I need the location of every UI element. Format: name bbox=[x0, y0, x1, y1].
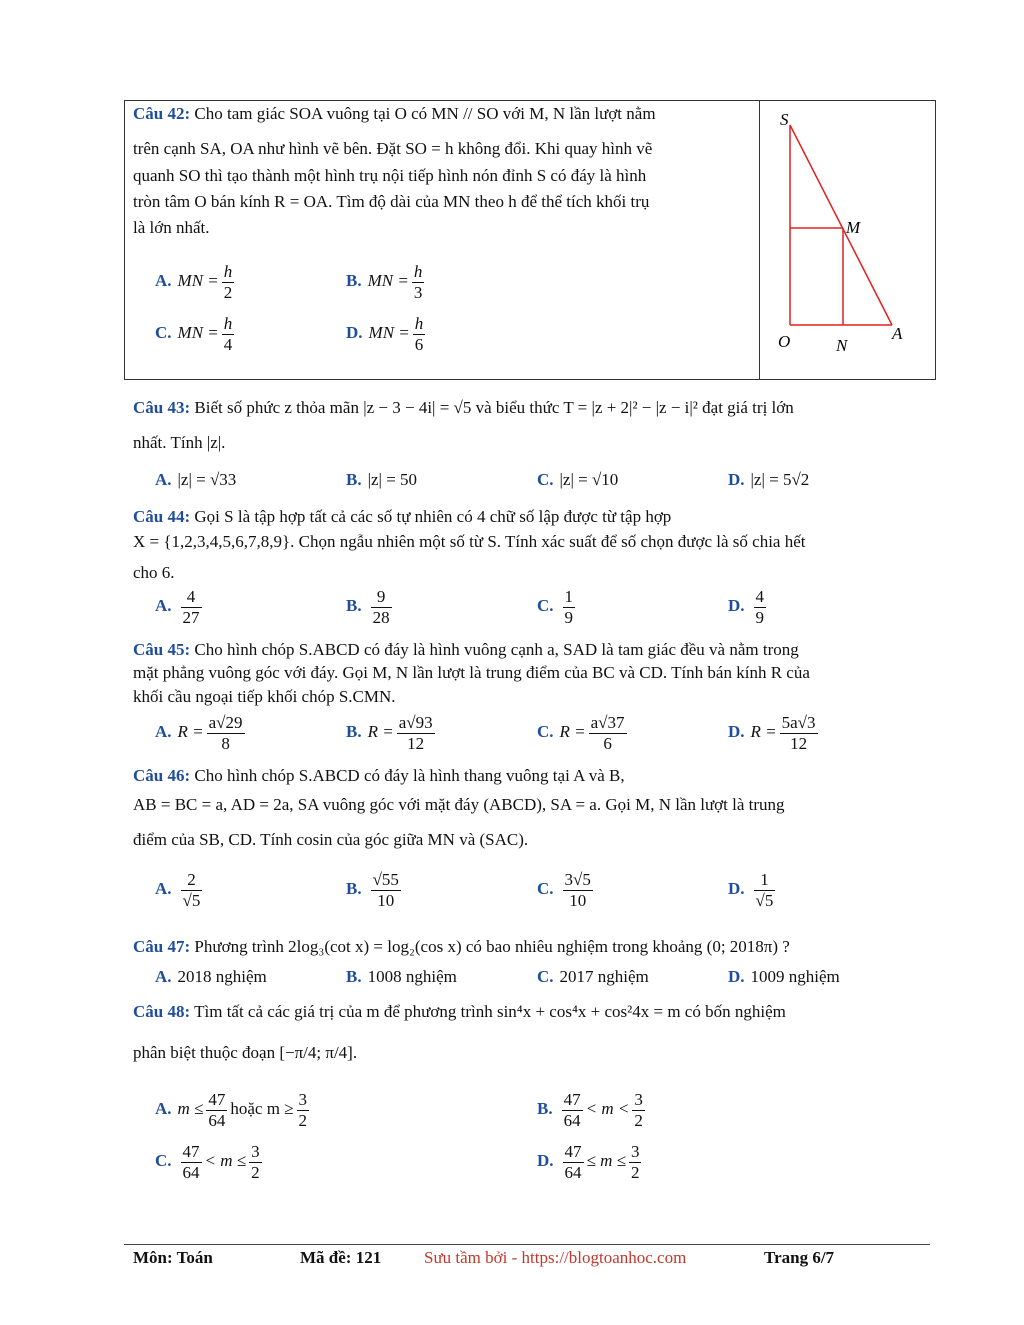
box-divider bbox=[759, 100, 760, 380]
q45-option-a[interactable]: A. R = $\frac{a√29}{8}$ bbox=[155, 713, 243, 753]
footer-page-number: Trang 6/7 bbox=[764, 1248, 835, 1267]
footer-subject: Môn: Toán bbox=[133, 1248, 213, 1267]
q46-label: Câu 46: bbox=[133, 766, 191, 785]
q43-option-b[interactable]: B. |z| = 50 bbox=[346, 470, 418, 489]
q47-option-c[interactable]: C. 2017 nghiệm bbox=[537, 967, 649, 986]
q43-line2: nhất. Tính |z|. bbox=[133, 433, 226, 452]
footer-source-link[interactable]: Sưu tầm bởi - https://blogtoanhoc.com bbox=[424, 1248, 687, 1267]
q48-label: Câu 48: bbox=[133, 1002, 191, 1021]
q45-line1: Câu 45: Cho hình chóp S.ABCD có đáy là hình vuông cạnh a, SAD là tam giác đều và nằm trong bbox=[133, 640, 799, 659]
q48-line2: phân biệt thuộc đoạn [−π/4; π/4]. bbox=[133, 1043, 358, 1062]
q44-line3: cho 6. bbox=[133, 563, 175, 582]
footer-exam-code: Mã đề: 121 bbox=[300, 1248, 382, 1267]
q47-option-d[interactable]: D. 1009 nghiệm bbox=[728, 967, 840, 986]
q48-option-d[interactable]: D. $\frac{47}{64}$ ≤ m ≤ $\frac{3}{2}$ bbox=[537, 1142, 640, 1182]
q44-line1: Câu 44: Gọi S là tập hợp tất cả các số tự nhiên có 4 chữ số lập được từ tập hợp bbox=[133, 507, 672, 526]
q42-option-c[interactable]: C. MN = $\frac{h}{4}$ bbox=[155, 314, 233, 354]
q48-option-c[interactable]: C. $\frac{47}{64}$ < m ≤ $\frac{3}{2}$ bbox=[155, 1142, 260, 1182]
q44-option-b[interactable]: B. $\frac{9}{28}$ bbox=[346, 587, 390, 627]
triangle-figure bbox=[770, 105, 930, 370]
label-s: S bbox=[780, 110, 789, 129]
q44-option-a[interactable]: A. $\frac{4}{27}$ bbox=[155, 587, 200, 627]
q48-line1: Câu 48: Tìm tất cả các giá trị của m để phương trình sin⁴x + cos⁴x + cos²4x = m có bốn nghiệm bbox=[133, 1002, 786, 1021]
segment-sa bbox=[790, 125, 892, 325]
footer-divider bbox=[124, 1244, 930, 1245]
q47-option-a[interactable]: A. 2018 nghiệm bbox=[155, 967, 267, 986]
q43-line1: Câu 43: Biết số phức z thỏa mãn |z − 3 − 4i| = √5 và biểu thức T = |z + 2|² − |z − i|² đạt giá trị lớn bbox=[133, 398, 794, 417]
q48-option-a[interactable]: A. m ≤ $\frac{47}{64}$ hoặc m ≥ $\frac{3}{2}$ bbox=[155, 1090, 308, 1130]
q45-option-d[interactable]: D. R = $\frac{5a√3}{12}$ bbox=[728, 713, 816, 753]
q42-line2: trên cạnh SA, OA như hình vẽ bên. Đặt SO = h không đổi. Khi quay hình vẽ bbox=[133, 139, 653, 158]
label-o: O bbox=[778, 332, 791, 351]
q43-label: Câu 43: bbox=[133, 398, 191, 417]
q45-line3: khối cầu ngoại tiếp khối chóp S.CMN. bbox=[133, 687, 396, 706]
q46-option-a[interactable]: A. $\frac{2}{√5}$ bbox=[155, 870, 201, 910]
q45-option-c[interactable]: C. R = $\frac{a√37}{6}$ bbox=[537, 713, 625, 753]
q46-line3: điểm của SB, CD. Tính cosin của góc giữa MN và (SAC). bbox=[133, 830, 529, 849]
q42-line4: tròn tâm O bán kính R = OA. Tìm độ dài của MN theo h để thể tích khối trụ bbox=[133, 192, 650, 211]
label-n: N bbox=[836, 336, 848, 355]
q47-line1: Câu 47: Phương trình 2log₃(cot x) = log₂(cos x) có bao nhiêu nghiệm trong khoảng (0; 2018π) ? bbox=[133, 937, 790, 956]
q45-label: Câu 45: bbox=[133, 640, 191, 659]
q44-option-c[interactable]: C. $\frac{1}{9}$ bbox=[537, 587, 574, 627]
q42-label: Câu 42: bbox=[133, 104, 191, 123]
q42-option-a[interactable]: A. MN = $\frac{h}{2}$ bbox=[155, 262, 233, 302]
label-m: M bbox=[846, 218, 861, 237]
q43-option-a[interactable]: A. |z| = √33 bbox=[155, 470, 237, 489]
q42-option-d[interactable]: D. MN = $\frac{h}{6}$ bbox=[346, 314, 424, 354]
q44-option-d[interactable]: D. $\frac{4}{9}$ bbox=[728, 587, 765, 627]
label-a: A bbox=[892, 324, 903, 343]
q47-label: Câu 47: bbox=[133, 937, 191, 956]
q43-option-c[interactable]: C. |z| = √10 bbox=[537, 470, 619, 489]
q42-option-b[interactable]: B. MN = $\frac{h}{3}$ bbox=[346, 262, 423, 302]
q46-line2: AB = BC = a, AD = 2a, SA vuông góc với mặt đáy (ABCD), SA = a. Gọi M, N lần lượt là trung bbox=[133, 795, 785, 814]
q45-line2: mặt phẳng vuông góc với đáy. Gọi M, N lần lượt là trung điểm của BC và CD. Tính bán kính R của bbox=[133, 663, 810, 682]
q44-line2: X = {1,2,3,4,5,6,7,8,9}. Chọn ngẫu nhiên một số từ S. Tính xác suất để số chọn được là số chia hết bbox=[133, 532, 806, 551]
q42-line5: là lớn nhất. bbox=[133, 218, 210, 237]
q48-option-b[interactable]: B. $\frac{47}{64}$ < m < $\frac{3}{2}$ bbox=[537, 1090, 643, 1130]
q43-option-d[interactable]: D. |z| = 5√2 bbox=[728, 470, 810, 489]
q42-line3: quanh SO thì tạo thành một hình trụ nội tiếp hình nón đỉnh S có đáy là hình bbox=[133, 166, 647, 185]
q47-option-b[interactable]: B. 1008 nghiệm bbox=[346, 967, 457, 986]
q46-option-d[interactable]: D. $\frac{1}{√5}$ bbox=[728, 870, 774, 910]
q45-option-b[interactable]: B. R = $\frac{a√93}{12}$ bbox=[346, 713, 433, 753]
q46-option-b[interactable]: B. $\frac{√55}{10}$ bbox=[346, 870, 399, 910]
q44-label: Câu 44: bbox=[133, 507, 191, 526]
q42-line1: Câu 42: Cho tam giác SOA vuông tại O có MN // SO với M, N lần lượt nằm bbox=[133, 104, 656, 123]
q46-option-c[interactable]: C. $\frac{3√5}{10}$ bbox=[537, 870, 591, 910]
q46-line1: Câu 46: Cho hình chóp S.ABCD có đáy là hình thang vuông tại A và B, bbox=[133, 766, 625, 785]
